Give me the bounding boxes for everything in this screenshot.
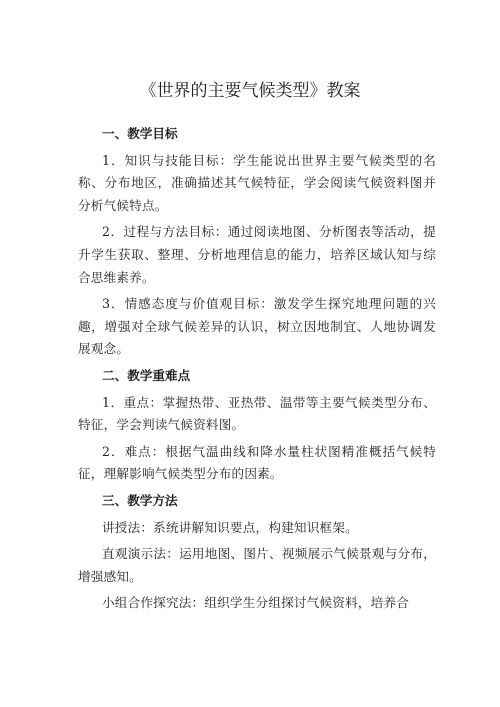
paragraph: 1．知识与技能目标：学生能说出世界主要气候类型的名称、分布地区，准确描述其气候特征，学会阅读气候资料图并分析气候特点。 — [78, 152, 436, 213]
section-heading-key-points: 二、教学重难点 — [102, 367, 191, 383]
paragraph: 小组合作探究法：组织学生分组探讨气候资料，培养合 — [102, 595, 410, 611]
paragraph: 1．重点：掌握热带、亚热带、温带等主要气候类型分布、特征，学会判读气候资料图。 — [78, 394, 436, 433]
document-title: 《世界的主要气候类型》教案 — [139, 81, 361, 101]
document-body — [78, 123, 436, 619]
section-heading-objectives: 一、教学目标 — [102, 126, 178, 141]
paragraph: 讲授法：系统讲解知识要点，构建知识框架。 — [102, 519, 358, 535]
section-heading-methods: 三、教学方法 — [102, 492, 178, 508]
paragraph: 直观演示法：运用地图、图片、视频展示气候景观与分布，增强感知。 — [78, 546, 436, 584]
paragraph: 3．情感态度与价值观目标：激发学生探究地理问题的兴趣，增强对全球气候差异的认识，树立因地制宜、人地协调发展观念。 — [78, 296, 436, 357]
paragraph: 2．过程与方法目标：通过阅读地图、分析图表等活动，提升学生获取、整理、分析地理信息的能力，培养区域认知与综合思维素养。 — [78, 224, 436, 285]
paragraph: 2．难点：根据气温曲线和降水量柱状图精准概括气候特征，理解影响气候类型分布的因素。 — [78, 443, 436, 482]
